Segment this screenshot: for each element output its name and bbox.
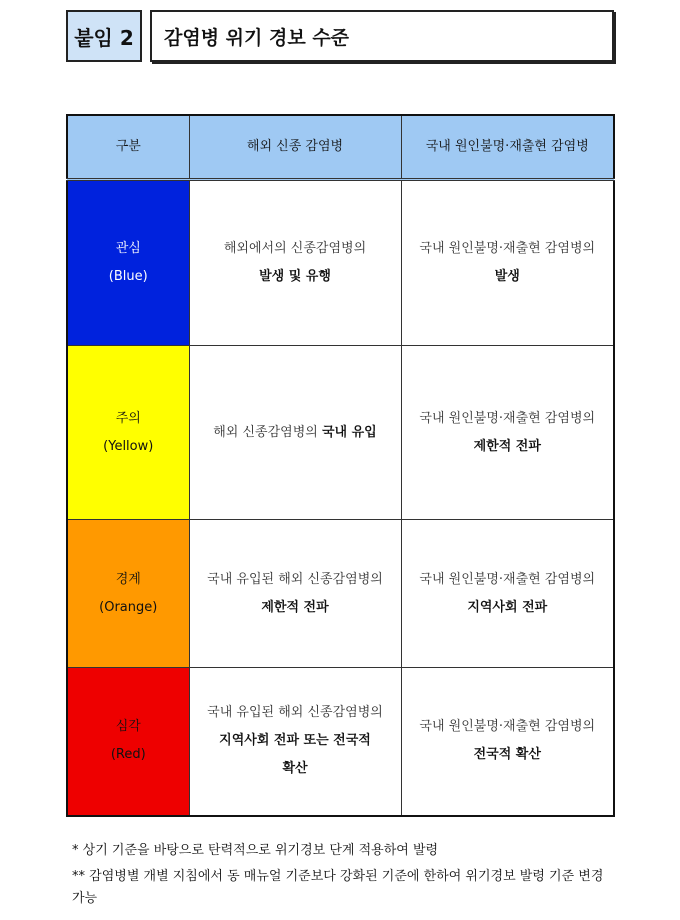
- level-name: 관심: [115, 241, 141, 256]
- situation-text: 국내 유입된 해외 신종감염병의: [207, 705, 383, 721]
- level-english: (Orange): [99, 599, 158, 615]
- situation-emphasis: 지역사회 전파 또는 전국적: [219, 733, 371, 749]
- document-header: [66, 10, 614, 66]
- domestic-cell: [401, 668, 614, 816]
- footnote-text: 감염병별 개별 지침에서 동 매뉴얼 기준보다 강화된 기준에 한하여 위기경보 발령 기준 변경 가능: [72, 869, 604, 906]
- document-title: 감염병 위기 경보 수준: [150, 10, 614, 62]
- situation-text: 국내 원인불명·재출현 감염병의: [419, 410, 596, 426]
- table-row: [67, 520, 614, 668]
- level-english: (Yellow): [103, 438, 154, 454]
- level-english: (Red): [110, 747, 146, 763]
- overseas-cell: [189, 346, 401, 520]
- situation-text: 국내 원인불명·재출현 감염병의: [419, 241, 596, 256]
- table-row: [67, 668, 614, 816]
- level-cell-red: [67, 668, 189, 816]
- level-cell-orange: [67, 520, 189, 668]
- level-english: (Blue): [108, 269, 148, 284]
- table-header-row: [67, 115, 614, 180]
- situation-emphasis: 국내 유입: [321, 424, 377, 440]
- table-row: [67, 180, 614, 346]
- level-name: 심각: [115, 719, 141, 735]
- footnote-mark: *: [72, 843, 79, 858]
- level-cell-yellow: [67, 346, 189, 520]
- domestic-cell: [401, 520, 614, 668]
- situation-emphasis: 제한적 전파: [473, 438, 541, 454]
- header-domestic: 국내 원인불명·재출현 감염병: [401, 115, 614, 180]
- situation-emphasis: 전국적 확산: [473, 747, 541, 763]
- situation-emphasis: 제한적 전파: [261, 599, 329, 615]
- footnote-2: [72, 866, 617, 910]
- situation-text: 국내 유입된 해외 신종감염병의: [207, 571, 383, 587]
- footnote-1: [72, 840, 438, 862]
- situation-text: 국내 원인불명·재출현 감염병의: [419, 571, 596, 587]
- domestic-cell: [401, 346, 614, 520]
- alert-level-table: [66, 114, 615, 817]
- situation-text: 국내 원인불명·재출현 감염병의: [419, 719, 596, 735]
- situation-emphasis: 발생: [494, 269, 520, 284]
- attachment-badge: 붙임 2: [66, 10, 142, 62]
- level-name: 주의: [115, 410, 141, 426]
- overseas-cell: [189, 520, 401, 668]
- domestic-cell: [401, 180, 614, 346]
- level-name: 경계: [115, 571, 141, 587]
- situation-emphasis: 확산: [282, 761, 308, 777]
- situation-emphasis: 발생 및 유행: [259, 269, 331, 284]
- overseas-cell: [189, 668, 401, 816]
- footnote-mark: **: [72, 869, 85, 884]
- header-overseas: 해외 신종 감염병: [189, 115, 401, 180]
- level-cell-blue: [67, 180, 189, 346]
- overseas-cell: [189, 180, 401, 346]
- situation-text: 해외 신종감염병의: [213, 424, 318, 440]
- situation-emphasis: 지역사회 전파: [467, 599, 548, 615]
- situation-text: 해외에서의 신종감염병의: [223, 241, 367, 256]
- header-category: 구분: [67, 115, 189, 180]
- footnote-text: 상기 기준을 바탕으로 탄력적으로 위기경보 단계 적용하여 발령: [82, 843, 439, 858]
- table-row: [67, 346, 614, 520]
